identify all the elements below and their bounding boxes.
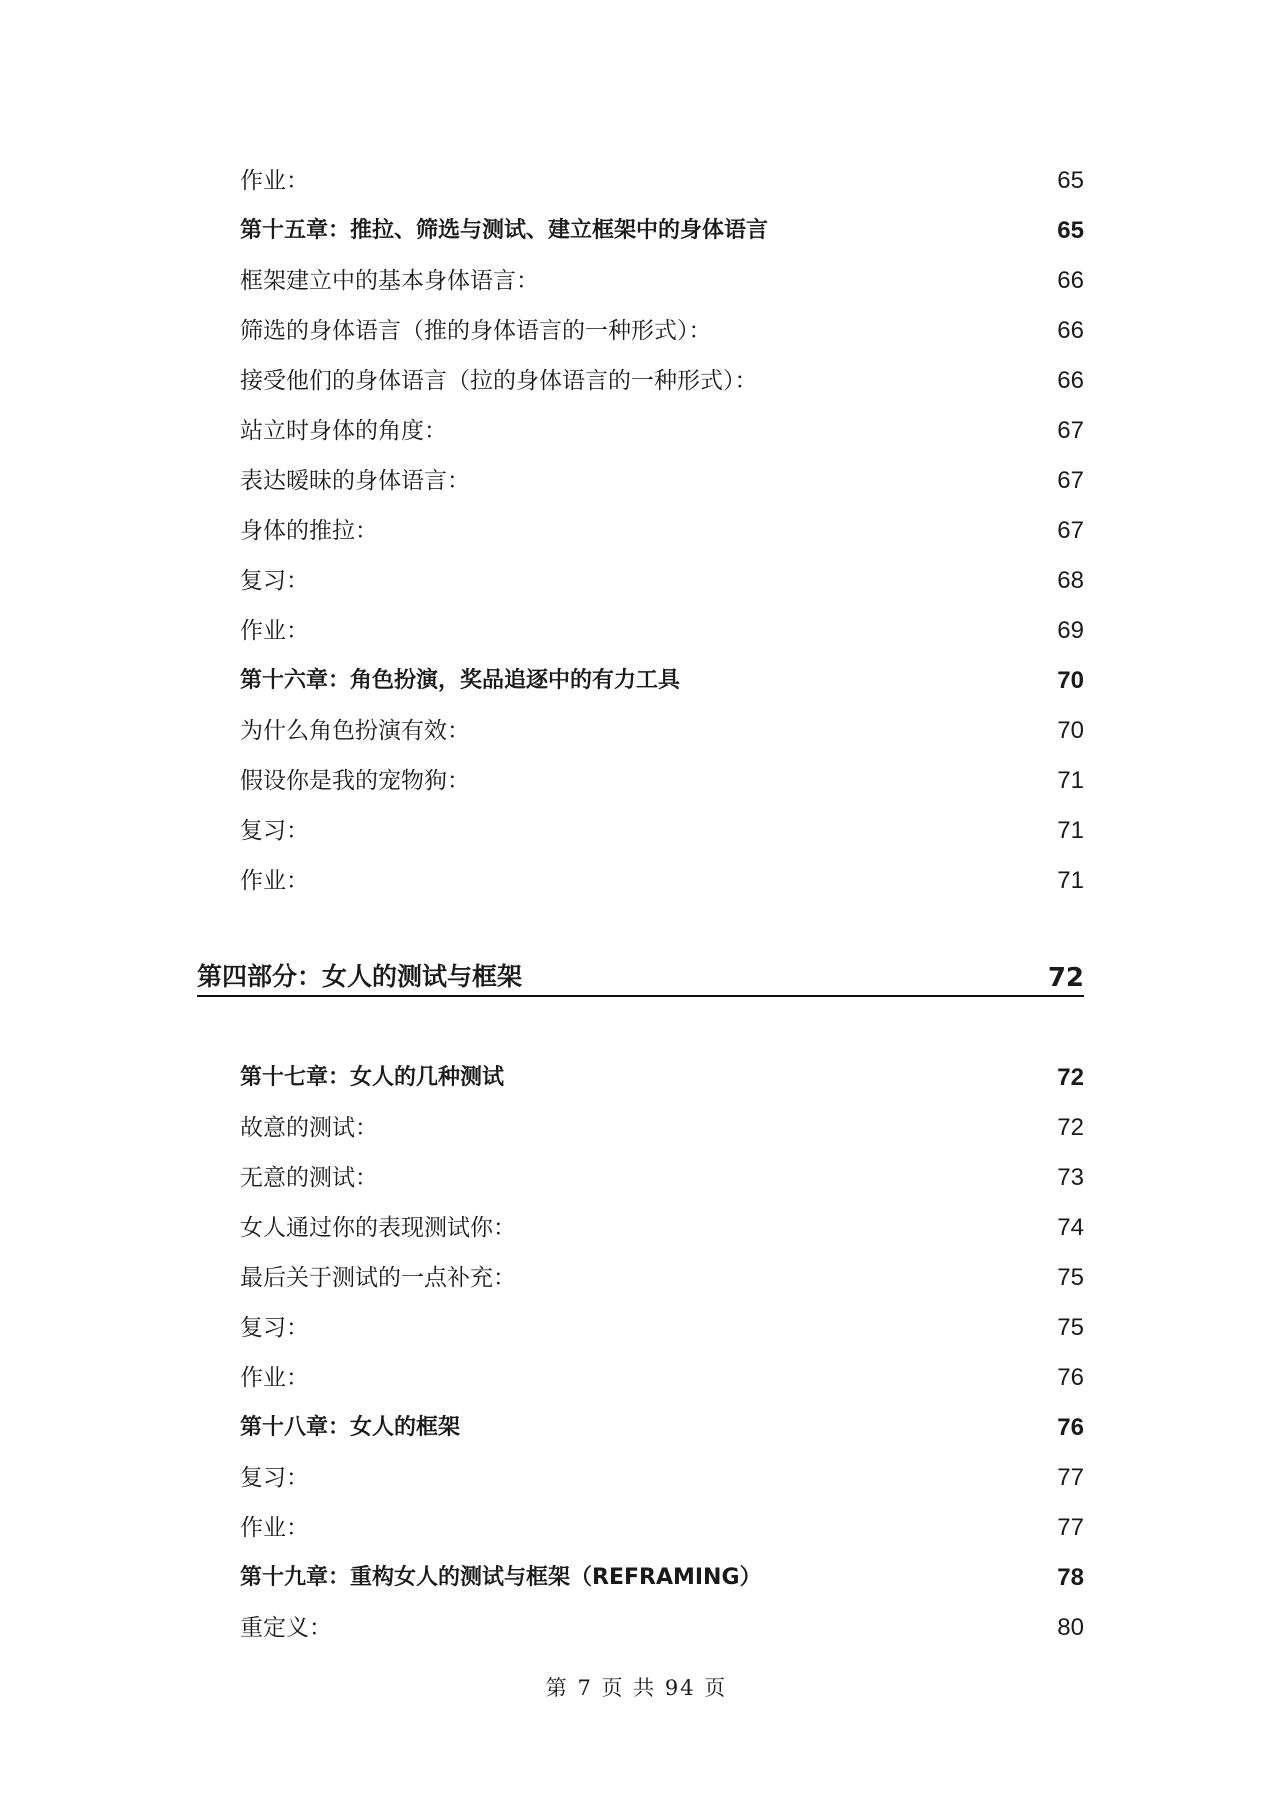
toc-entry-title: 第十七章：女人的几种测试: [240, 1065, 505, 1090]
toc-entry-title: 重定义：: [240, 1615, 332, 1641]
toc-entry[interactable]: [240, 1203, 1084, 1253]
toc-entry-title: 最后关于测试的一点补充：: [240, 1265, 516, 1291]
toc-entry-page: 70: [1057, 717, 1084, 744]
toc-entry-title: 站立时身体的角度：: [240, 418, 447, 444]
toc-entry[interactable]: [240, 1603, 1084, 1653]
toc-entry-title: 复习：: [240, 568, 309, 594]
toc-entry-page: 77: [1057, 1514, 1084, 1541]
toc-entry[interactable]: [240, 1503, 1084, 1553]
toc-entry-title: 为什么角色扮演有效：: [240, 718, 470, 744]
toc-entry[interactable]: [240, 456, 1084, 506]
toc-entry-page: 74: [1057, 1214, 1084, 1241]
toc-entry-page: 66: [1057, 367, 1084, 394]
toc-entry[interactable]: [240, 1103, 1084, 1153]
toc-entry-title: 作业：: [240, 868, 309, 894]
toc-entry-page: 72: [1057, 1064, 1084, 1091]
toc-entry[interactable]: [240, 506, 1084, 556]
toc-entry-title: 女人通过你的表现测试你：: [240, 1215, 516, 1241]
toc-entry-page: 76: [1057, 1364, 1084, 1391]
toc-entry[interactable]: [240, 406, 1084, 456]
toc-entry-title: 筛选的身体语言（推的身体语言的一种形式）：: [240, 318, 712, 344]
toc-entry[interactable]: [240, 1153, 1084, 1203]
toc-chapter-entry[interactable]: [240, 206, 1084, 256]
toc-entry-title: 表达暧昧的身体语言：: [240, 468, 470, 494]
toc-entry[interactable]: [240, 1353, 1084, 1403]
toc-entry-page: 77: [1057, 1464, 1084, 1491]
toc-entry[interactable]: [240, 706, 1084, 756]
toc-entry[interactable]: [240, 256, 1084, 306]
toc-entry-page: 67: [1057, 467, 1084, 494]
toc-entry[interactable]: [240, 1303, 1084, 1353]
toc-entry-title: 第十八章：女人的框架: [240, 1415, 461, 1440]
toc-entry-title: 复习：: [240, 1315, 309, 1341]
toc-entry-page: 67: [1057, 517, 1084, 544]
toc-chapter-entry[interactable]: [240, 656, 1084, 706]
toc-chapter-entry[interactable]: [240, 1053, 1084, 1103]
toc-entry[interactable]: [240, 856, 1084, 906]
toc-entry-page: 72: [1057, 1114, 1084, 1141]
toc-entry-page: 65: [1057, 167, 1084, 194]
toc-section-bottom: [240, 1053, 1084, 1653]
toc-entry[interactable]: [240, 806, 1084, 856]
toc-entry-page: 66: [1057, 267, 1084, 294]
toc-entry-page: 71: [1057, 867, 1084, 894]
toc-entry-title: 第十九章：重构女人的测试与框架（REFRAMING）: [240, 1565, 762, 1590]
toc-entry[interactable]: [240, 556, 1084, 606]
toc-entry-title: 作业：: [240, 618, 309, 644]
toc-entry-page: 68: [1057, 567, 1084, 594]
toc-entry-page: 66: [1057, 317, 1084, 344]
toc-entry-title: 作业：: [240, 1515, 309, 1541]
toc-entry-page: 73: [1057, 1164, 1084, 1191]
toc-section-top: [240, 156, 1084, 906]
toc-entry[interactable]: [240, 306, 1084, 356]
toc-entry[interactable]: [240, 1453, 1084, 1503]
toc-entry[interactable]: [240, 356, 1084, 406]
toc-entry-title: 框架建立中的基本身体语言：: [240, 268, 539, 294]
toc-entry-title: 假设你是我的宠物狗：: [240, 768, 470, 794]
toc-entry-title: 身体的推拉：: [240, 518, 378, 544]
toc-entry-title: 故意的测试：: [240, 1115, 378, 1141]
toc-entry-page: 80: [1057, 1614, 1084, 1641]
toc-entry-title: 第十六章：角色扮演，奖品追逐中的有力工具: [240, 668, 681, 693]
toc-entry-title: 第十五章：推拉、筛选与测试、建立框架中的身体语言: [240, 218, 769, 243]
toc-entry-page: 69: [1057, 617, 1084, 644]
toc-entry-title: 接受他们的身体语言（拉的身体语言的一种形式）：: [240, 368, 758, 394]
toc-entry-page: 76: [1057, 1414, 1084, 1441]
toc-part-heading[interactable]: [197, 955, 1084, 997]
part-page: 72: [1047, 963, 1084, 993]
toc-entry-page: 67: [1057, 417, 1084, 444]
toc-entry-page: 75: [1057, 1314, 1084, 1341]
toc-entry-page: 65: [1057, 217, 1084, 244]
toc-chapter-entry[interactable]: [240, 1403, 1084, 1453]
page-footer: 第 7 页 共 94 页: [545, 1676, 728, 1700]
part-title: 第四部分：女人的测试与框架: [197, 962, 523, 991]
toc-entry[interactable]: [240, 756, 1084, 806]
toc-entry-title: 作业：: [240, 1365, 309, 1391]
toc-entry-page: 71: [1057, 817, 1084, 844]
toc-entry-page: 71: [1057, 767, 1084, 794]
toc-entry-title: 作业：: [240, 168, 309, 194]
toc-entry-title: 复习：: [240, 1465, 309, 1491]
toc-chapter-entry[interactable]: [240, 1553, 1084, 1603]
toc-entry-title: 无意的测试：: [240, 1165, 378, 1191]
toc-entry-page: 78: [1057, 1564, 1084, 1591]
toc-entry[interactable]: [240, 1253, 1084, 1303]
toc-entry-page: 75: [1057, 1264, 1084, 1291]
toc-entry-page: 70: [1057, 667, 1084, 694]
toc-entry-title: 复习：: [240, 818, 309, 844]
toc-entry[interactable]: [240, 156, 1084, 206]
toc-entry[interactable]: [240, 606, 1084, 656]
